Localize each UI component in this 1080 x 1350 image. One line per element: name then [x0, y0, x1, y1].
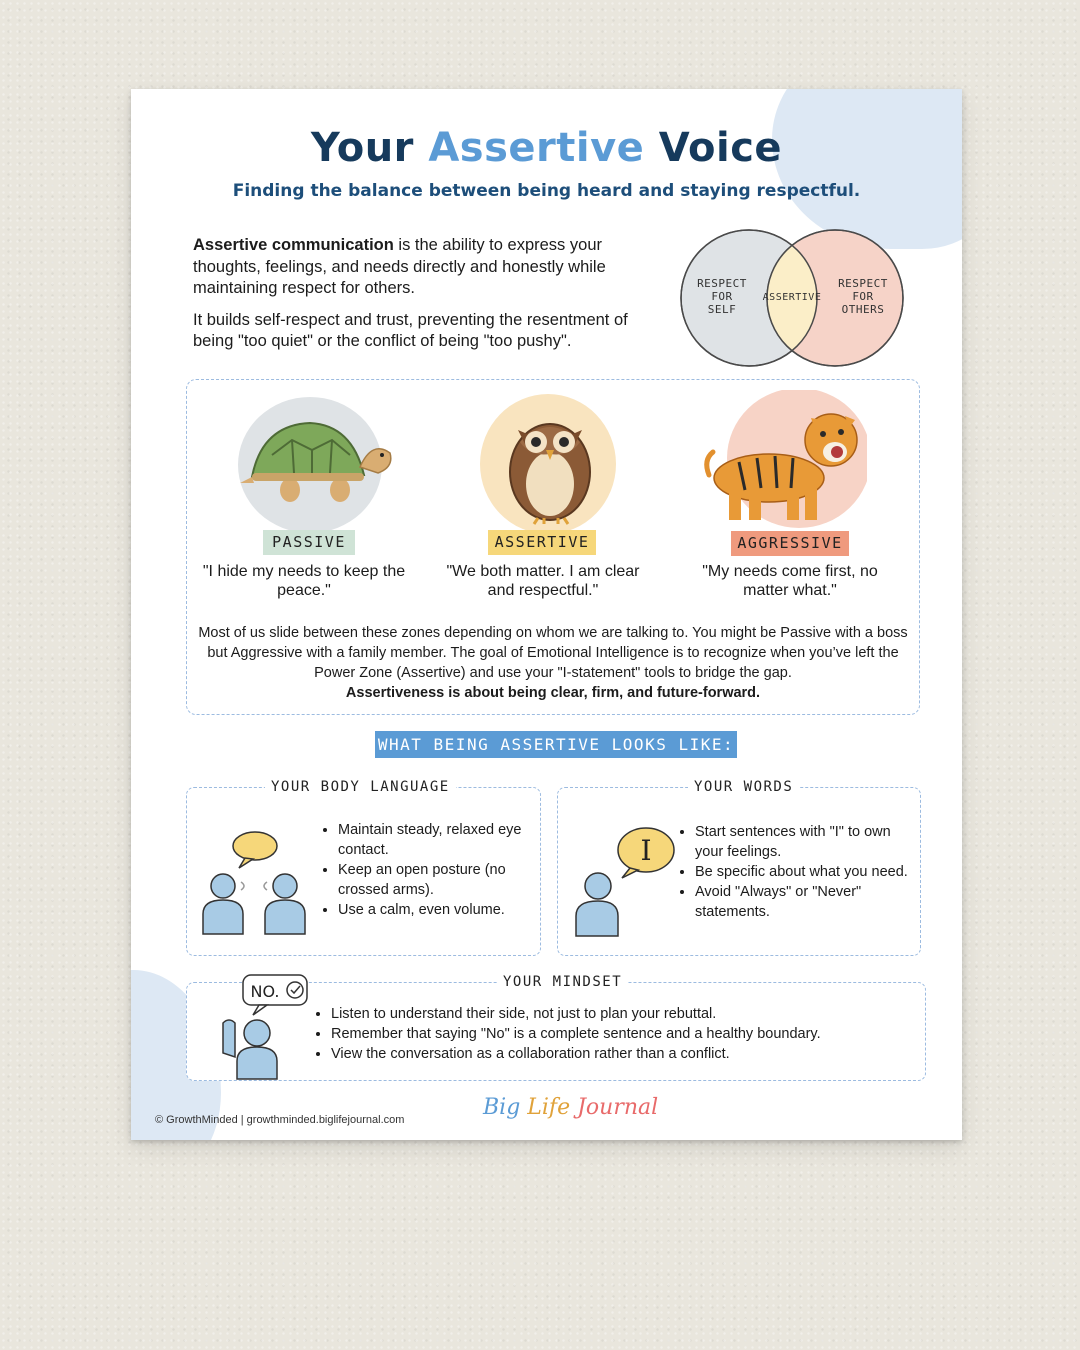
venn-left-line-3: SELF	[707, 303, 737, 316]
page-subtitle: Finding the balance between being heard and staying respectful.	[232, 181, 861, 201]
zone-label-passive: PASSIVE	[263, 530, 355, 555]
zone-quote-aggressive: "My needs come first, no matter what."	[702, 563, 878, 599]
turtle-icon	[232, 395, 392, 535]
zones-explanation-text: Most of us slide between these zones depending on whom we are talking to. You might be Passive with a boss but Aggressive with a family member. The goal of Emotional Intelligence is to recognize when you’ve left the Power Zone (Assertive) and use your "I-statement" tools to bridge the gap.	[198, 625, 908, 681]
intro-paragraph	[193, 235, 663, 300]
words-title: YOUR WORDS	[688, 776, 799, 798]
speech-bubble-letter: I	[640, 834, 652, 867]
title-word: Your	[310, 125, 414, 171]
communication-zones-box	[186, 379, 920, 715]
list-item: • Maintain steady, relaxed eye contact.	[338, 820, 538, 860]
person-speaking-icon	[572, 824, 682, 940]
owl-icon	[470, 392, 630, 532]
list-item: • View the conversation as a collaboration rather than a conflict.	[331, 1044, 931, 1064]
zone-label-assertive: ASSERTIVE	[488, 530, 596, 555]
title-word: Voice	[658, 125, 783, 171]
words-list	[675, 822, 920, 922]
title-accent-word: Assertive	[428, 125, 645, 171]
speech-bubble-text: NO.	[250, 982, 280, 1001]
tiger-icon	[699, 390, 867, 530]
list-item: • Avoid "Always" or "Never" statements.	[695, 882, 920, 922]
brand-part: Journal	[577, 1095, 659, 1120]
two-people-talking-icon	[197, 826, 317, 938]
body-language-panel	[186, 779, 541, 956]
words-panel	[557, 779, 921, 956]
zone-quote-assertive: "We both matter. I am clear and respectful."	[446, 563, 640, 599]
body-language-title: YOUR BODY LANGUAGE	[265, 776, 456, 798]
section-header-bar: WHAT BEING ASSERTIVE LOOKS LIKE:	[375, 731, 737, 758]
list-item: • Be specific about what you need.	[695, 862, 920, 882]
page-title	[131, 125, 962, 171]
intro-paragraph-2: It builds self-respect and trust, preventing the resentment of being "too quiet" or the conflict of being "too pushy".	[193, 310, 628, 350]
mindset-title: YOUR MINDSET	[497, 971, 628, 993]
venn-diagram	[679, 227, 905, 369]
venn-center-label: ASSERTIVE	[762, 292, 822, 303]
brand-logo	[483, 1095, 658, 1120]
mindset-list	[311, 1004, 931, 1064]
zone-quote-passive: "I hide my needs to keep the peace."	[202, 563, 406, 599]
list-item: • Start sentences with "I" to own your feelings.	[695, 822, 920, 862]
intro-bold-term: Assertive communication	[193, 236, 394, 254]
venn-right-line-3: OTHERS	[841, 303, 885, 316]
venn-right-line-2: FOR	[852, 290, 874, 303]
list-item: • Listen to understand their side, not just to plan your rebuttal.	[331, 1004, 931, 1024]
zones-explanation-bold: Assertiveness is about being clear, firm, and future-forward.	[345, 685, 761, 701]
list-item: • Remember that saying "No" is a complete sentence and a healthy boundary.	[331, 1024, 931, 1044]
footer-copyright: © GrowthMinded | growthminded.biglifejournal.com	[155, 1114, 405, 1126]
body-language-list	[318, 820, 538, 920]
venn-left-line-2: FOR	[711, 290, 733, 303]
intro-definition: is the ability to express your thoughts, feelings, and needs directly and honestly while maintaining respect for others.	[193, 236, 606, 297]
venn-right-line-1: RESPECT	[838, 277, 888, 290]
zone-label-aggressive: AGGRESSIVE	[731, 531, 849, 556]
brand-part: Life	[527, 1095, 578, 1120]
list-item: • Keep an open posture (no crossed arms).	[338, 860, 538, 900]
zones-explanation	[195, 623, 911, 703]
venn-left-line-1: RESPECT	[697, 277, 747, 290]
brand-part: Big	[483, 1095, 528, 1120]
worksheet-page	[131, 89, 962, 1140]
list-item: • Use a calm, even volume.	[338, 900, 538, 920]
mindset-panel	[186, 974, 926, 1081]
intro-text	[193, 235, 663, 363]
person-saying-no-icon	[215, 971, 315, 1081]
